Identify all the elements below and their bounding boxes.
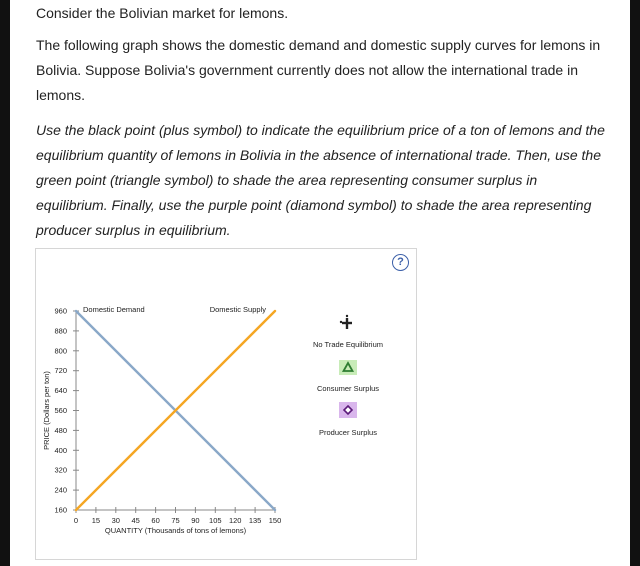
curves: [76, 305, 275, 510]
y-tick-label: 560: [54, 406, 67, 415]
series-label-1: Domestic Demand: [83, 305, 145, 314]
x-axis-title: QUANTITY (Thousands of tons of lemons): [104, 526, 247, 535]
y-tick-label: 960: [54, 306, 67, 316]
series-label-2: Domestic Supply: [209, 305, 266, 314]
y-tick-label: 800: [54, 346, 67, 356]
y-axis-title: PRICE (Dollars per ton): [42, 371, 51, 450]
x-tick-label: 45: [131, 516, 140, 525]
question-description: The following graph shows the domestic demand and domestic supply curves for lemons in Bolivia. Suppose Bolivia's government currently does not allow the international trade in lemons.: [36, 37, 601, 103]
y-tick-label: 400: [54, 445, 67, 455]
y-tick-label: 480: [54, 425, 67, 435]
y-tick-label: 880: [54, 326, 67, 336]
question-circle-icon[interactable]: ?: [392, 254, 409, 271]
consumer-surplus-label: Consumer Surplus: [316, 384, 380, 393]
x-tick-label: 60: [151, 516, 160, 525]
x-tick-label: 120: [228, 516, 242, 525]
consumer-surplus-tool[interactable]: [339, 360, 357, 375]
question-intro: Consider the Bolivian market for lemons.: [36, 5, 289, 21]
x-tick-label: 90: [191, 516, 200, 525]
x-tick-label: 30: [111, 516, 120, 525]
no-trade-equilibrium-label: No Trade Equilibrium: [312, 340, 384, 349]
x-tick-label: 15: [91, 516, 101, 525]
tool-palette: [313, 315, 383, 437]
no-trade-equilibrium-tool[interactable]: [340, 315, 352, 329]
producer-surplus-tool[interactable]: [339, 402, 357, 418]
y-tick-label: 240: [54, 485, 67, 495]
x-tick-label: 150: [268, 516, 282, 525]
x-tick-label: 75: [171, 516, 180, 525]
x-tick-label: 135: [248, 516, 262, 525]
x-tick-label: 0: [73, 516, 79, 525]
producer-surplus-label: Producer Surplus: [319, 428, 377, 437]
y-tick-label: 720: [54, 366, 67, 376]
x-tick-label: 105: [209, 516, 222, 525]
y-tick-label: 320: [54, 465, 67, 475]
y-tick-label: 160: [54, 505, 67, 515]
plus-icon: [340, 315, 352, 329]
question-instructions: Use the black point (plus symbol) to indicate the equilibrium price of a ton of lemons and the equilibrium quantity of lemons in Bolivia in the absence of international trade. Then, use the green point (triangle symbol) to shade the area representing consumer surplus in equilibrium. Finally, use the purple point (diamond symbol) to shade the area representing producer surplus in equilibrium.: [36, 122, 605, 238]
y-tick-label: 640: [54, 386, 67, 396]
